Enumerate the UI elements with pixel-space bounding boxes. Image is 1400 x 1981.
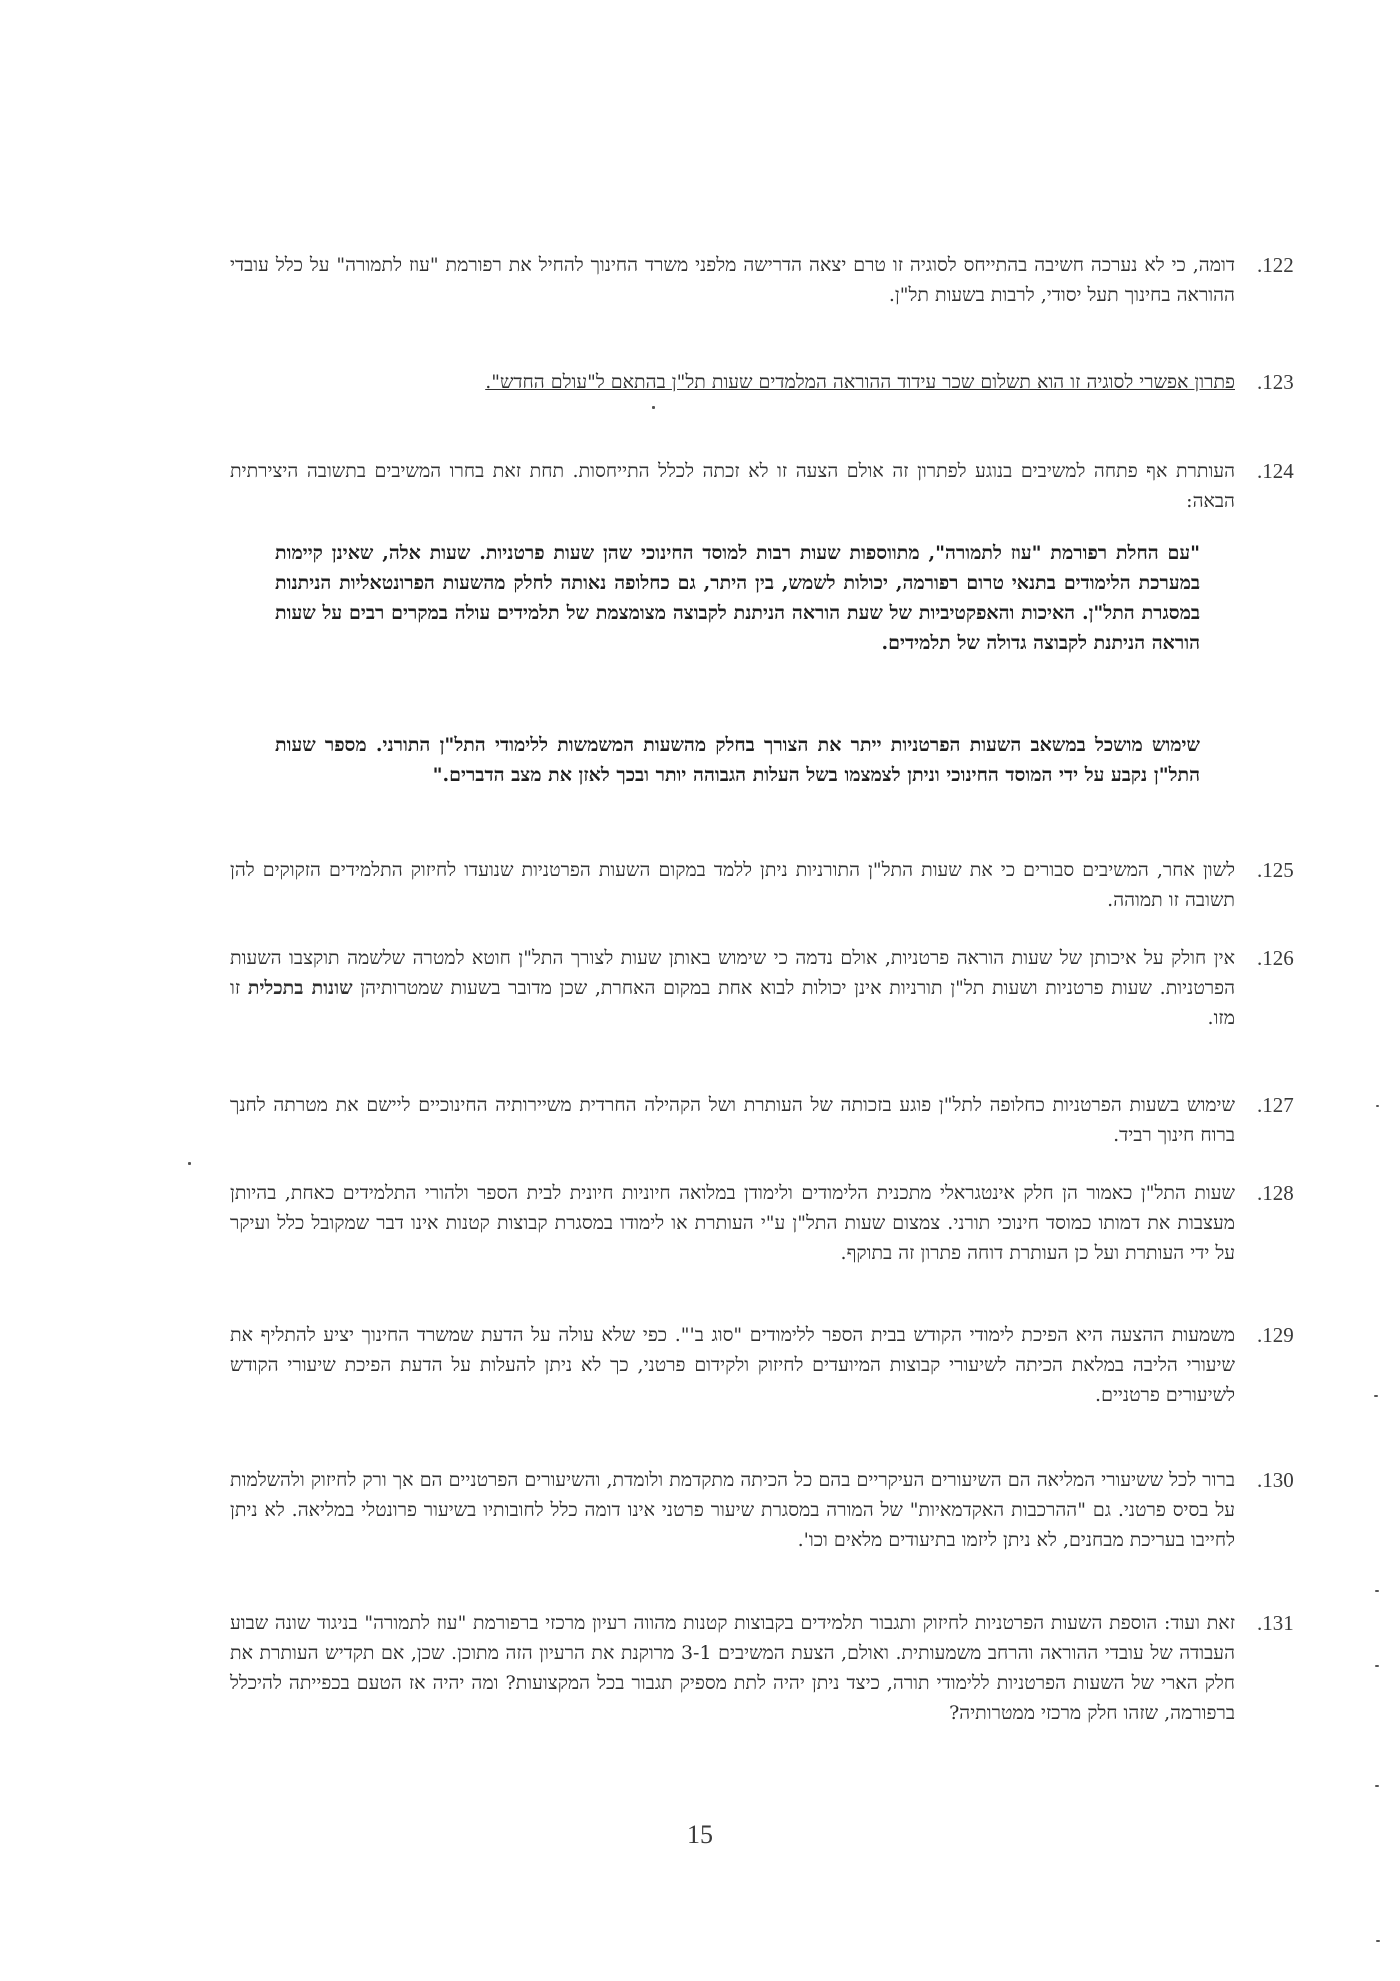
paragraph-text: זאת ועוד: הוספת השעות הפרטניות לחיזוק ותגבור תלמידים בקבוצות קטנות מהווה רעיון מרכזי ברפורמת "עוז לתמורה" בניגוד שונה שבוע העבודה של עובדי ההוראה והרחב משמעותית. ואולם, הצעת המשיבים 3-1 מרוקנת את הרעיון הזה מתוכן. שכן, אם תקדיש העותרת את חלק הארי של השעות הפרטניות ללימודי תורה, כיצד ניתן יהיה לתת מספיק תגבור בכל המקצועות? ומה יהיה אז הטעם בכפייתה להיכלל ברפורמה, שזהו חלק מרכזי ממטרותיה? xyxy=(230,1612,1235,1724)
paragraph-text: אין חולק על איכותן של שעות הוראה פרטניות, אולם נדמה כי שימוש באותן שעות לצורך התל"ן חוטא למטרה שלשמה תוקצבו השעות הפרטניות. שעות פרטניות ושעות תל"ן תורניות אינן יכולות לבוא אחת במקום האחרת, שכן מדובר בשעות שמטרותיהן xyxy=(230,947,1236,999)
paragraph-text: לשון אחר, המשיבים סבורים כי את שעות התל"ן התורניות ניתן ללמד במקום השעות הפרטניות שנועדו לחיזוק התלמידים הזקוקים להן תשובה זו תמוהה. xyxy=(230,859,1235,911)
emphasized-text: שונות בתכלית xyxy=(247,977,353,999)
paragraph-128 xyxy=(230,1178,1294,1268)
paragraph-text: שעות התל"ן כאמור הן חלק אינטגראלי מתכנית הלימודים ולימודן במלואה חיוניות חיונית לבית הספר ולהורי התלמידים כאחת, בהיותן מעצבות את דמותו כמוסד חינוכי תורני. צמצום שעות התל"ן ע"י העותרת או לימודו במסגרת קבוצות קטנות אינו דבר שמקובל כלל ועיקר על ידי העותרת ועל כן העותרת דוחה פתרון זה בתוקף. xyxy=(230,1182,1235,1264)
paragraph-123 xyxy=(230,367,1294,397)
paragraph-text: העותרת אף פתחה למשיבים בנוגע לפתרון זה אולם הצעה זו לא זכתה לכלל התייחסות. תחת זאת בחרו המשיבים בתשובה היצירתית הבאה: xyxy=(230,460,1235,512)
paragraph-text-end: זו מזו. xyxy=(230,977,1235,1029)
paragraph-130 xyxy=(230,1465,1294,1555)
paragraph-number: .125 xyxy=(1257,858,1294,882)
paragraph-text: שימוש בשעות הפרטניות כחלופה לתל"ן פוגע בזכותה של העותרת ושל הקהילה החרדית משיירותיה החינוכיים ליישם את מטרתה לחנך ברוח חינוך רביד. xyxy=(230,1094,1235,1146)
block-quote-paragraph-2: שימוש מושכל במשאב השעות הפרטניות ייתר את הצורך בחלק מהשעות המשמשות ללימודי התל"ן התורני. מספר שעות התל"ן נקבע על ידי המוסד החינוכי וניתן לצמצמו בשל העלות הגבוהה יותר ובכך לאזן את מצב הדברים." xyxy=(275,734,1200,786)
paragraph-number: .130 xyxy=(1257,1468,1294,1492)
scan-speck xyxy=(652,406,655,409)
paragraph-text-wrapper xyxy=(230,367,1235,397)
scan-speck xyxy=(1375,1785,1379,1787)
scan-speck xyxy=(1374,1395,1378,1397)
paragraph-number: .122 xyxy=(1257,253,1294,277)
scan-speck xyxy=(188,1162,191,1165)
paragraph-number: .131 xyxy=(1257,1611,1294,1635)
paragraph-text: ברור לכל ששיעורי המליאה הם השיעורים העיקריים בהם כל הכיתה מתקדמת ולומדת, והשיעורים הפרטניים הם אך ורק לחיזוק ולהשלמות על בסיס פרטני. גם "ההרכבות האקדמאיות" של המורה במסגרת שיעור פרטני אינו דומה כלל לחובותיו בשיעור פרונטלי במליאה. לא ניתן לחייבו בעריכת מבחנים, לא ניתן ליזמו בתיעודים מלאים וכו'. xyxy=(230,1469,1235,1551)
paragraph-number: .124 xyxy=(1257,459,1294,483)
paragraph-number: .128 xyxy=(1257,1181,1294,1205)
paragraph-text: דומה, כי לא נערכה חשיבה בהתייחס לסוגיה זו טרם יצאה הדרישה מלפני משרד החינוך להחיל את רפורמת "עוז לתמורה" על כלל עובדי ההוראה בחינוך תעל יסודי, לרבות בשעות תל"ן. xyxy=(230,254,1236,306)
paragraph-number: .129 xyxy=(1257,1323,1294,1347)
paragraph-number: .123 xyxy=(1257,370,1294,394)
page-number: 15 xyxy=(687,1820,713,1849)
paragraph-number: .127 xyxy=(1257,1093,1294,1117)
paragraph-text: משמעות ההצעה היא הפיכת לימודי הקודש בבית הספר ללימודים "סוג ב'". כפי שלא עולה על הדעת שמשרד החינוך יציע להתליף את שיעורי הליבה במלאת הכיתה לשיעורי קבוצות המיועדים לחיזוק ולקידום פרטני, כך לא ניתן להעלות על הדעת הפיכת שיעורי הקודש לשיעורים פרטניים. xyxy=(230,1324,1235,1406)
paragraph-122 xyxy=(230,250,1294,310)
paragraph-number: .126 xyxy=(1257,946,1294,970)
paragraph-126 xyxy=(230,943,1294,1033)
scan-speck xyxy=(1376,1940,1380,1942)
paragraph-127 xyxy=(230,1090,1294,1150)
scan-speck xyxy=(1376,1105,1379,1107)
paragraph-text: פתרון אפשרי לסוגיה זו הוא תשלום שכר עידוד ההוראה המלמדים שעות תל"ן בהתאם ל"עולם החדש". xyxy=(485,371,1235,393)
paragraph-131 xyxy=(230,1608,1294,1728)
scan-speck xyxy=(1375,1665,1379,1667)
scan-speck xyxy=(1375,1590,1379,1592)
paragraph-129 xyxy=(230,1320,1294,1410)
block-quote-paragraph-1: "עם החלת רפורמת "עוז לתמורה", מתווספות שעות רבות למוסד החינוכי שהן שעות פרטניות. שעות אלה, שאינן קיימות במערכת הלימודים בתנאי טרום רפורמה, יכולות לשמש, בין היתר, גם כחלופה נאותה לחלק מהשעות הפרונטאליות הניתנות במסגרת התל"ן. האיכות והאפקטיביות של שעת הוראה הניתנת לקבוצה מצומצמת של תלמידים עולה במקרים רבים על שעות הוראה הניתנת לקבוצה גדולה של תלמידים. xyxy=(275,542,1200,654)
paragraph-125 xyxy=(230,855,1294,915)
paragraph-text-wrapper xyxy=(230,943,1235,1033)
paragraph-124 xyxy=(230,456,1294,516)
